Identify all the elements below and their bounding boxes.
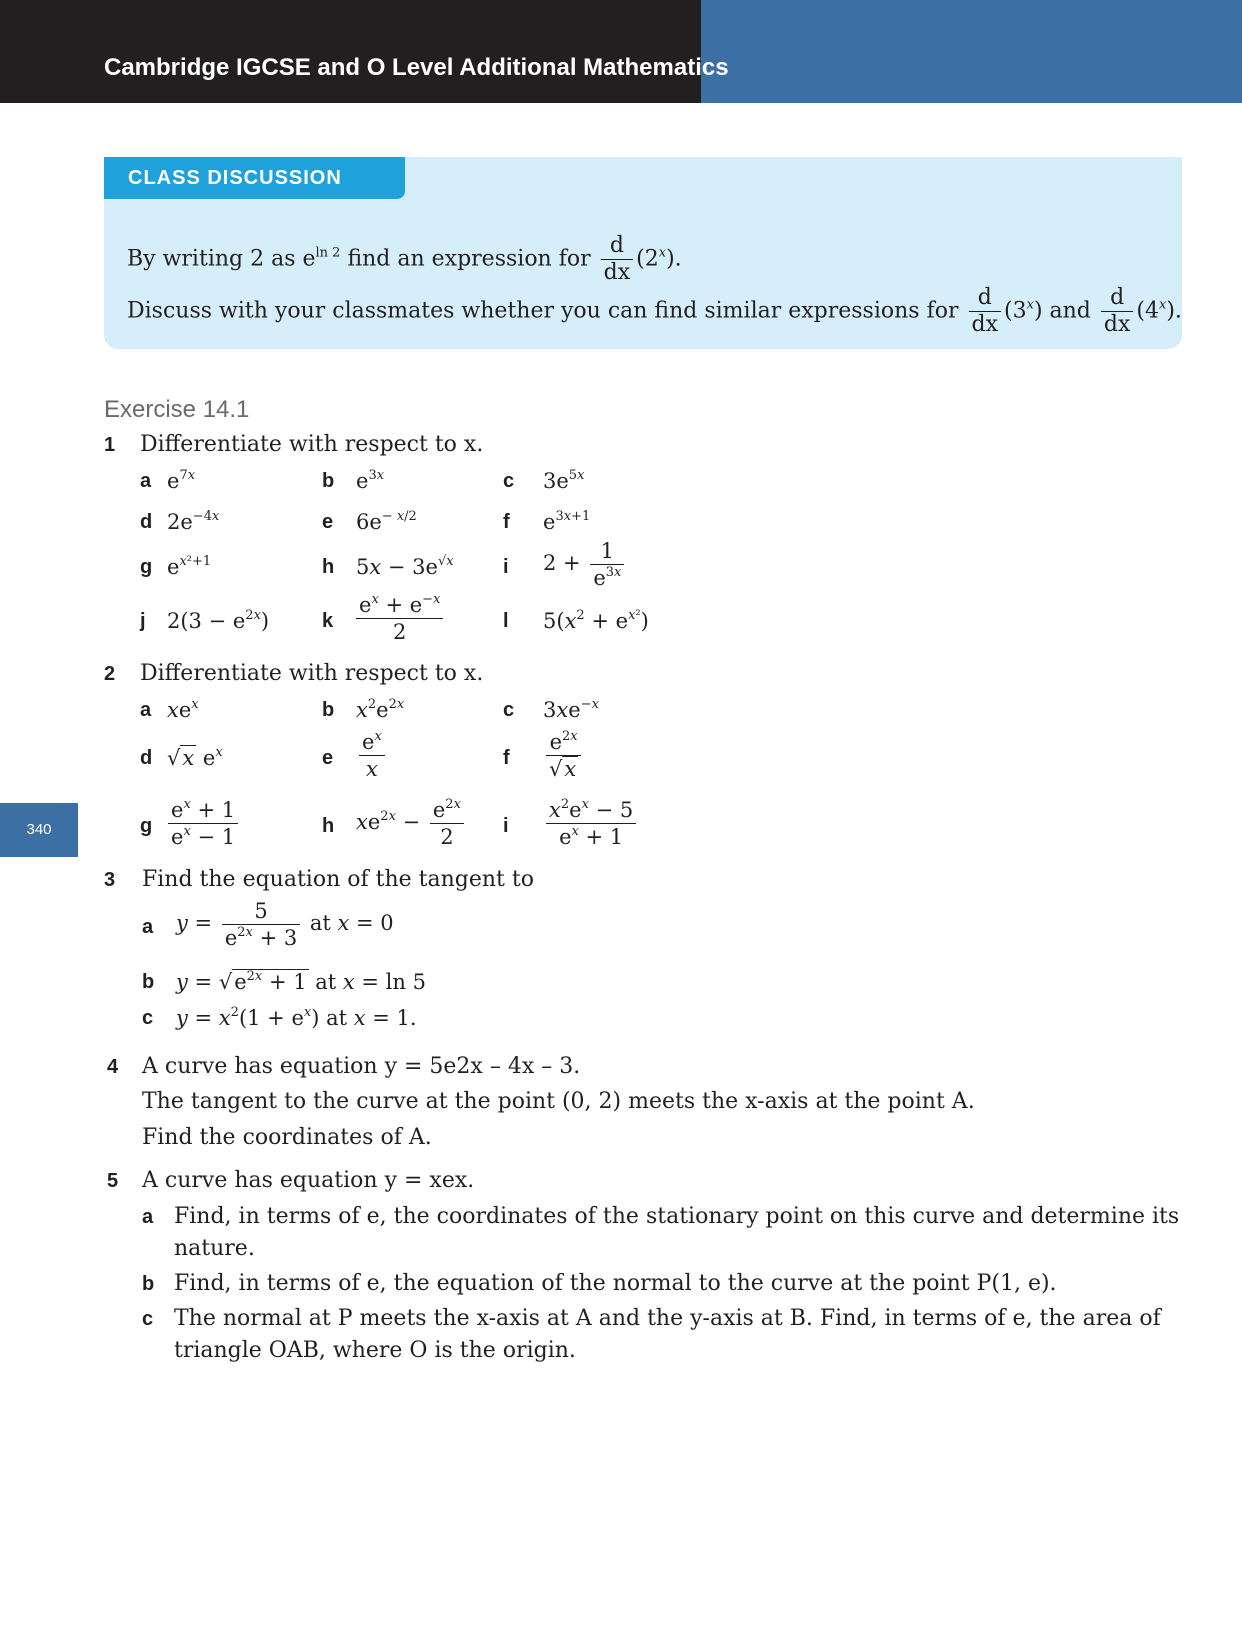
- part-label: i: [503, 556, 509, 578]
- part-label: j: [140, 610, 146, 632]
- math-expression: $xe^x$: [167, 697, 199, 722]
- math-expression: $5x - 3e^{√x}$: [356, 554, 454, 579]
- part-text: nature.: [174, 1236, 255, 1261]
- math-expression: $\frac{e^x}{x}$: [356, 729, 388, 782]
- part-text: The normal at P meets the x-axis at A and the y-axis at B. Find, in terms of e, the area of: [174, 1306, 1161, 1331]
- question-prompt: Find the equation of the tangent to: [142, 867, 534, 892]
- part-text: triangle OAB, where O is the origin.: [174, 1338, 576, 1363]
- part-text: Find, in terms of e, the equation of the normal to the curve at the point P(1, e).: [174, 1271, 1057, 1296]
- part-label: e: [322, 511, 334, 533]
- math-expression: $\frac{x^2e^x - 5}{e^x + 1}$: [543, 797, 639, 850]
- question-text: A curve has equation y = 5e2x – 4x – 3.: [142, 1054, 581, 1079]
- part-label: c: [503, 470, 515, 492]
- discussion-line-2: Discuss with your classmates whether you can find similar expressions for $\frac{d}{dx}$ (3$^x$) and $\frac{d}{dx}$ (4$^x$).: [127, 285, 1182, 337]
- math-expression: $y = x^2(1 + e^x)$ at x = 1.: [176, 1005, 417, 1030]
- part-label: b: [322, 699, 335, 721]
- math-expression: $5(x^2 + e^{x^2})$: [543, 608, 649, 633]
- part-label: a: [140, 699, 152, 721]
- part-label: b: [322, 470, 335, 492]
- question-number: 4: [107, 1056, 119, 1078]
- question-number: 2: [104, 663, 116, 685]
- question-number: 5: [107, 1170, 119, 1192]
- math-expression: 2 + $\frac{1}{e^{3x}}$: [543, 538, 627, 591]
- part-label: a: [140, 470, 152, 492]
- exercise-title: Exercise 14.1: [104, 396, 250, 423]
- part-label: i: [503, 815, 509, 837]
- part-label: d: [140, 747, 153, 769]
- math-expression: $e^{x^2+1}$: [167, 554, 212, 579]
- book-title: Cambridge IGCSE and O Level Additional Mathematics: [104, 54, 729, 81]
- part-label: a: [142, 916, 154, 938]
- math-expression: $xe^{2x}$ − $\frac{e^{2x}}{2}$: [356, 797, 467, 850]
- part-label: d: [140, 511, 153, 533]
- math-expression: $e^{3x}$: [356, 468, 385, 493]
- part-label: c: [503, 699, 515, 721]
- math-expression: $3xe^{-x}$: [543, 697, 599, 722]
- part-text: Find, in terms of e, the coordinates of the stationary point on this curve and determine its: [174, 1204, 1180, 1229]
- part-label: a: [142, 1206, 154, 1228]
- part-label: g: [140, 815, 153, 837]
- question-text: Find the coordinates of A.: [142, 1125, 432, 1150]
- part-label: h: [322, 815, 335, 837]
- header-accent: [701, 0, 1242, 103]
- part-label: f: [503, 747, 510, 769]
- page-number: 340: [0, 803, 78, 857]
- math-expression: $e^{7x}$: [167, 468, 196, 493]
- class-discussion-tab: CLASS DISCUSSION: [104, 157, 405, 199]
- question-prompt: Differentiate with respect to x.: [140, 432, 484, 457]
- math-expression: √x $e^x$: [167, 745, 223, 770]
- math-expression: $2(3 - e^{2x})$: [167, 608, 270, 633]
- math-expression: $e^{3x+1}$: [543, 509, 591, 534]
- question-text: The tangent to the curve at the point (0, 2) meets the x-axis at the point A.: [142, 1089, 975, 1114]
- math-expression: $\frac{e^{2x}}{√x}$: [543, 729, 584, 782]
- part-label: h: [322, 556, 335, 578]
- math-expression: $2e^{-4x}$: [167, 509, 220, 534]
- question-number: 3: [104, 869, 116, 891]
- part-label: g: [140, 556, 153, 578]
- part-label: c: [142, 1007, 154, 1029]
- part-label: b: [142, 971, 155, 993]
- part-label: b: [142, 1273, 155, 1295]
- question-text: A curve has equation y = xex.: [142, 1168, 475, 1193]
- part-label: l: [503, 610, 509, 632]
- discussion-line-1: By writing 2 as $e^{ln 2}$ find an expression for $\frac{d}{dx}$ (2$^x$).: [127, 233, 682, 285]
- header-bar: [0, 0, 701, 103]
- math-expression: $x^2e^{2x}$: [356, 697, 405, 722]
- math-expression: $y = √e^{2x} + 1$ at x = ln 5: [176, 969, 426, 994]
- math-expression: y = $\frac{5}{e^{2x} + 3}$ at x = 0: [176, 899, 394, 950]
- question-number: 1: [104, 434, 116, 456]
- part-label: c: [142, 1308, 154, 1330]
- part-label: k: [322, 610, 334, 632]
- part-label: e: [322, 747, 334, 769]
- part-label: f: [503, 511, 510, 533]
- math-expression: $3e^{5x}$: [543, 468, 585, 493]
- math-expression: $\frac{e^x + e^{-x}}{2}$: [353, 592, 446, 645]
- question-prompt: Differentiate with respect to x.: [140, 661, 484, 686]
- math-expression: $\frac{e^x + 1}{e^x - 1}$: [165, 797, 241, 850]
- math-expression: $6e^{- x/2}$: [356, 509, 417, 534]
